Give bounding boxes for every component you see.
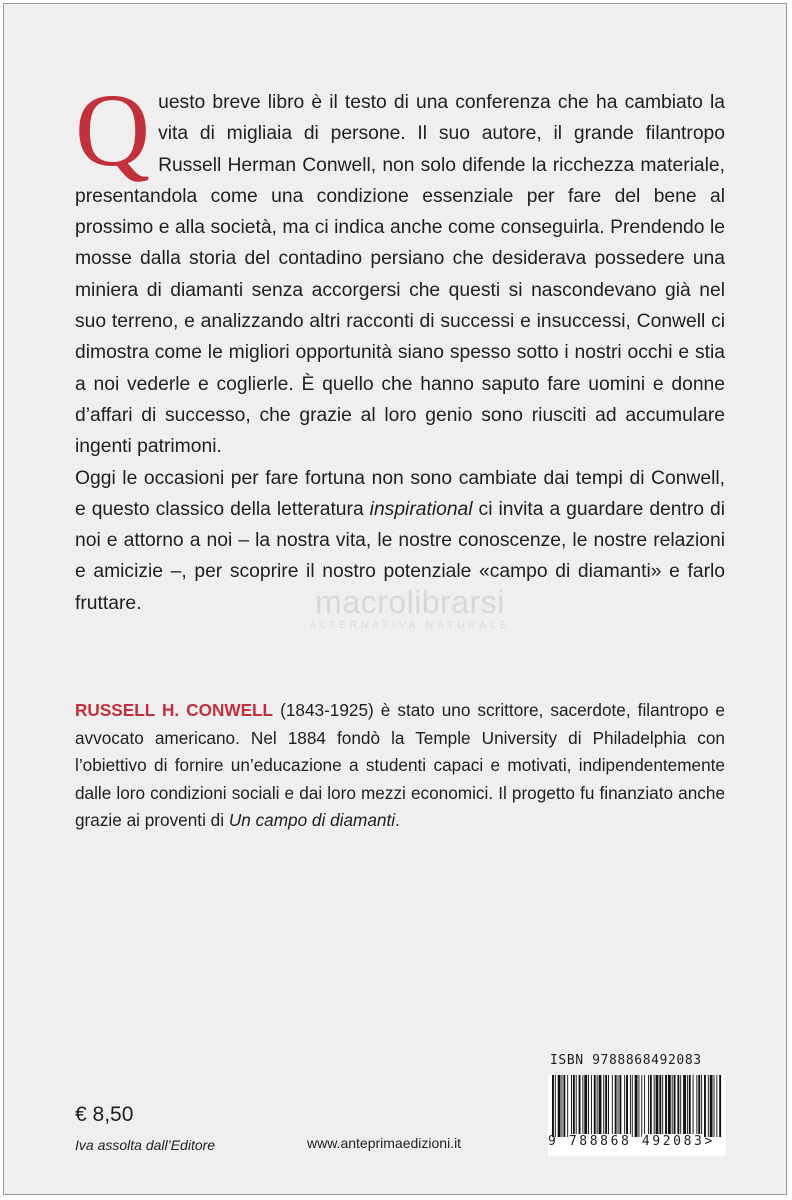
barcode-bar [689,1075,691,1137]
barcode-bar [696,1075,697,1137]
barcode-bar [618,1075,619,1137]
barcode-bar [588,1075,589,1137]
barcode-bar [698,1075,700,1137]
barcode-bar [719,1075,721,1137]
barcode-bar [687,1075,688,1137]
barcode-digits [548,1134,732,1149]
barcode-bar [567,1075,568,1137]
blurb-paragraph-1: uesto breve libro è il testo di una conferenza che ha cambiato la vita di migliaia di persone. Il suo autore, il grande filantropo Russell Herman Conwell, non solo difende la ricchezza materiale, presentandola come una condizione essenziale per fare del bene al prossimo e alla società, ma ci indica anche come conseguirla. Prendendo le mosse dalla storia del contadino persiano che desiderava possedere una miniera di diamanti senza accorgersi che questi si nascondevano già nel suo terreno, e analizzando altri racconti di successi e insuccessi, Conwell ci dimostra come le migliori opportunità siano spesso sotto i nostri occhi e stia a noi vederle e coglierle. È quello che hanno saputo fare uomini e donne d’affari di successo, che grazie al loro genio sono riusciti ad accumulare ingenti patrimoni. [75,92,725,458]
barcode-bar [650,1075,652,1137]
barcode-bar [619,1075,621,1137]
barcode-bar [648,1075,649,1137]
barcode-bar [608,1075,609,1137]
barcode-bar [654,1075,655,1137]
barcode-bar [644,1075,645,1137]
barcode-bar [626,1075,628,1137]
barcode-bar [571,1075,572,1137]
publisher-website: www.anteprimaedizioni.it [307,1135,462,1151]
isbn-label: ISBN 9788868492083 [550,1053,702,1068]
barcode-bar [668,1075,671,1137]
barcode-bar [641,1075,642,1137]
barcode-bar [635,1075,638,1137]
barcode-bar [708,1075,709,1137]
barcode-bar [656,1075,659,1137]
barcode-bar [599,1075,602,1137]
barcode-bar [615,1075,617,1137]
barcode-bar [672,1075,673,1137]
blurb-paragraph-2: Oggi le occasioni per fare fortuna non sono cambiate dai tempi di Conwell, e questo classico della letteratura inspirational ci invita a guardare dentro di noi e attorno a noi – la nostra vita, le nostre conoscenze, le nostre relazioni e amicizie –, per scoprire il nostro potenziale «campo di diamanti» e farlo fruttare. [75,467,725,614]
watermark-logo: macrolibrarsi [315,584,505,620]
barcode-bar [576,1075,577,1137]
vat-note: Iva assolta dall’Editore [75,1137,216,1153]
barcode-bar [665,1075,667,1137]
barcode-bar [558,1075,561,1137]
barcode-bar [677,1075,679,1137]
barcode-bar [591,1075,592,1137]
barcode-bar [605,1075,607,1137]
watermark [260,586,560,631]
barcode-bar [579,1075,581,1137]
author-bio: RUSSELL H. CONWELL (1843-1925) è stato uno scrittore, sacerdote, filantropo e avvocato americano. Nel 1884 fondò la Temple University di Philadelphia con l’obiettivo di fornire un’educazione a studenti capaci e motivati, indipendentemente dalle loro condizioni sociali e dai loro mezzi economici. Il progetto fu finanziato anche grazie ai proventi di Un campo di diamanti. [75,700,725,830]
author-name: RUSSELL H. CONWELL [75,700,274,720]
barcode-bar [597,1075,598,1137]
barcode-bar [632,1075,633,1137]
barcode-bar [630,1075,631,1137]
book-title-italic: Un campo di diamanti [228,810,396,830]
barcode-bar [573,1075,575,1137]
barcode-digit-group-2: 492083 [641,1134,705,1149]
barcode-bar [582,1075,583,1137]
barcode-bar [612,1075,613,1137]
watermark-tagline: ALTERNATIVA NATURALE [309,620,511,631]
blurb [75,73,725,619]
barcode-bar [552,1075,554,1137]
price: € 8,50 [75,1103,134,1126]
barcode-bar [562,1075,563,1137]
barcode-digit-lead: 9 [548,1134,559,1149]
barcode-bar [683,1075,686,1137]
book-back-cover [3,3,787,1195]
barcode-bar [603,1075,604,1137]
barcode-digit-group-1: 788868 [568,1134,632,1149]
barcode-bar [680,1075,681,1137]
barcode-bar [638,1075,639,1137]
barcode-marker: > [704,1134,715,1149]
barcode-bar [563,1075,565,1137]
barcode-bar [624,1075,625,1137]
barcode-bar [555,1075,556,1137]
barcode-bar [716,1075,717,1137]
barcode-bar [693,1075,694,1137]
barcode-bar [659,1075,661,1137]
barcode-bar [594,1075,596,1137]
drop-cap: Q [75,73,151,188]
barcode-bar [714,1075,715,1137]
barcode-bar [662,1075,663,1137]
barcode-bar [584,1075,587,1137]
inspirational-italic: inspirational [369,498,473,520]
barcode-bar [710,1075,713,1137]
barcode-bar [704,1075,706,1137]
barcode-bar [674,1075,676,1137]
barcode-bar [701,1075,702,1137]
